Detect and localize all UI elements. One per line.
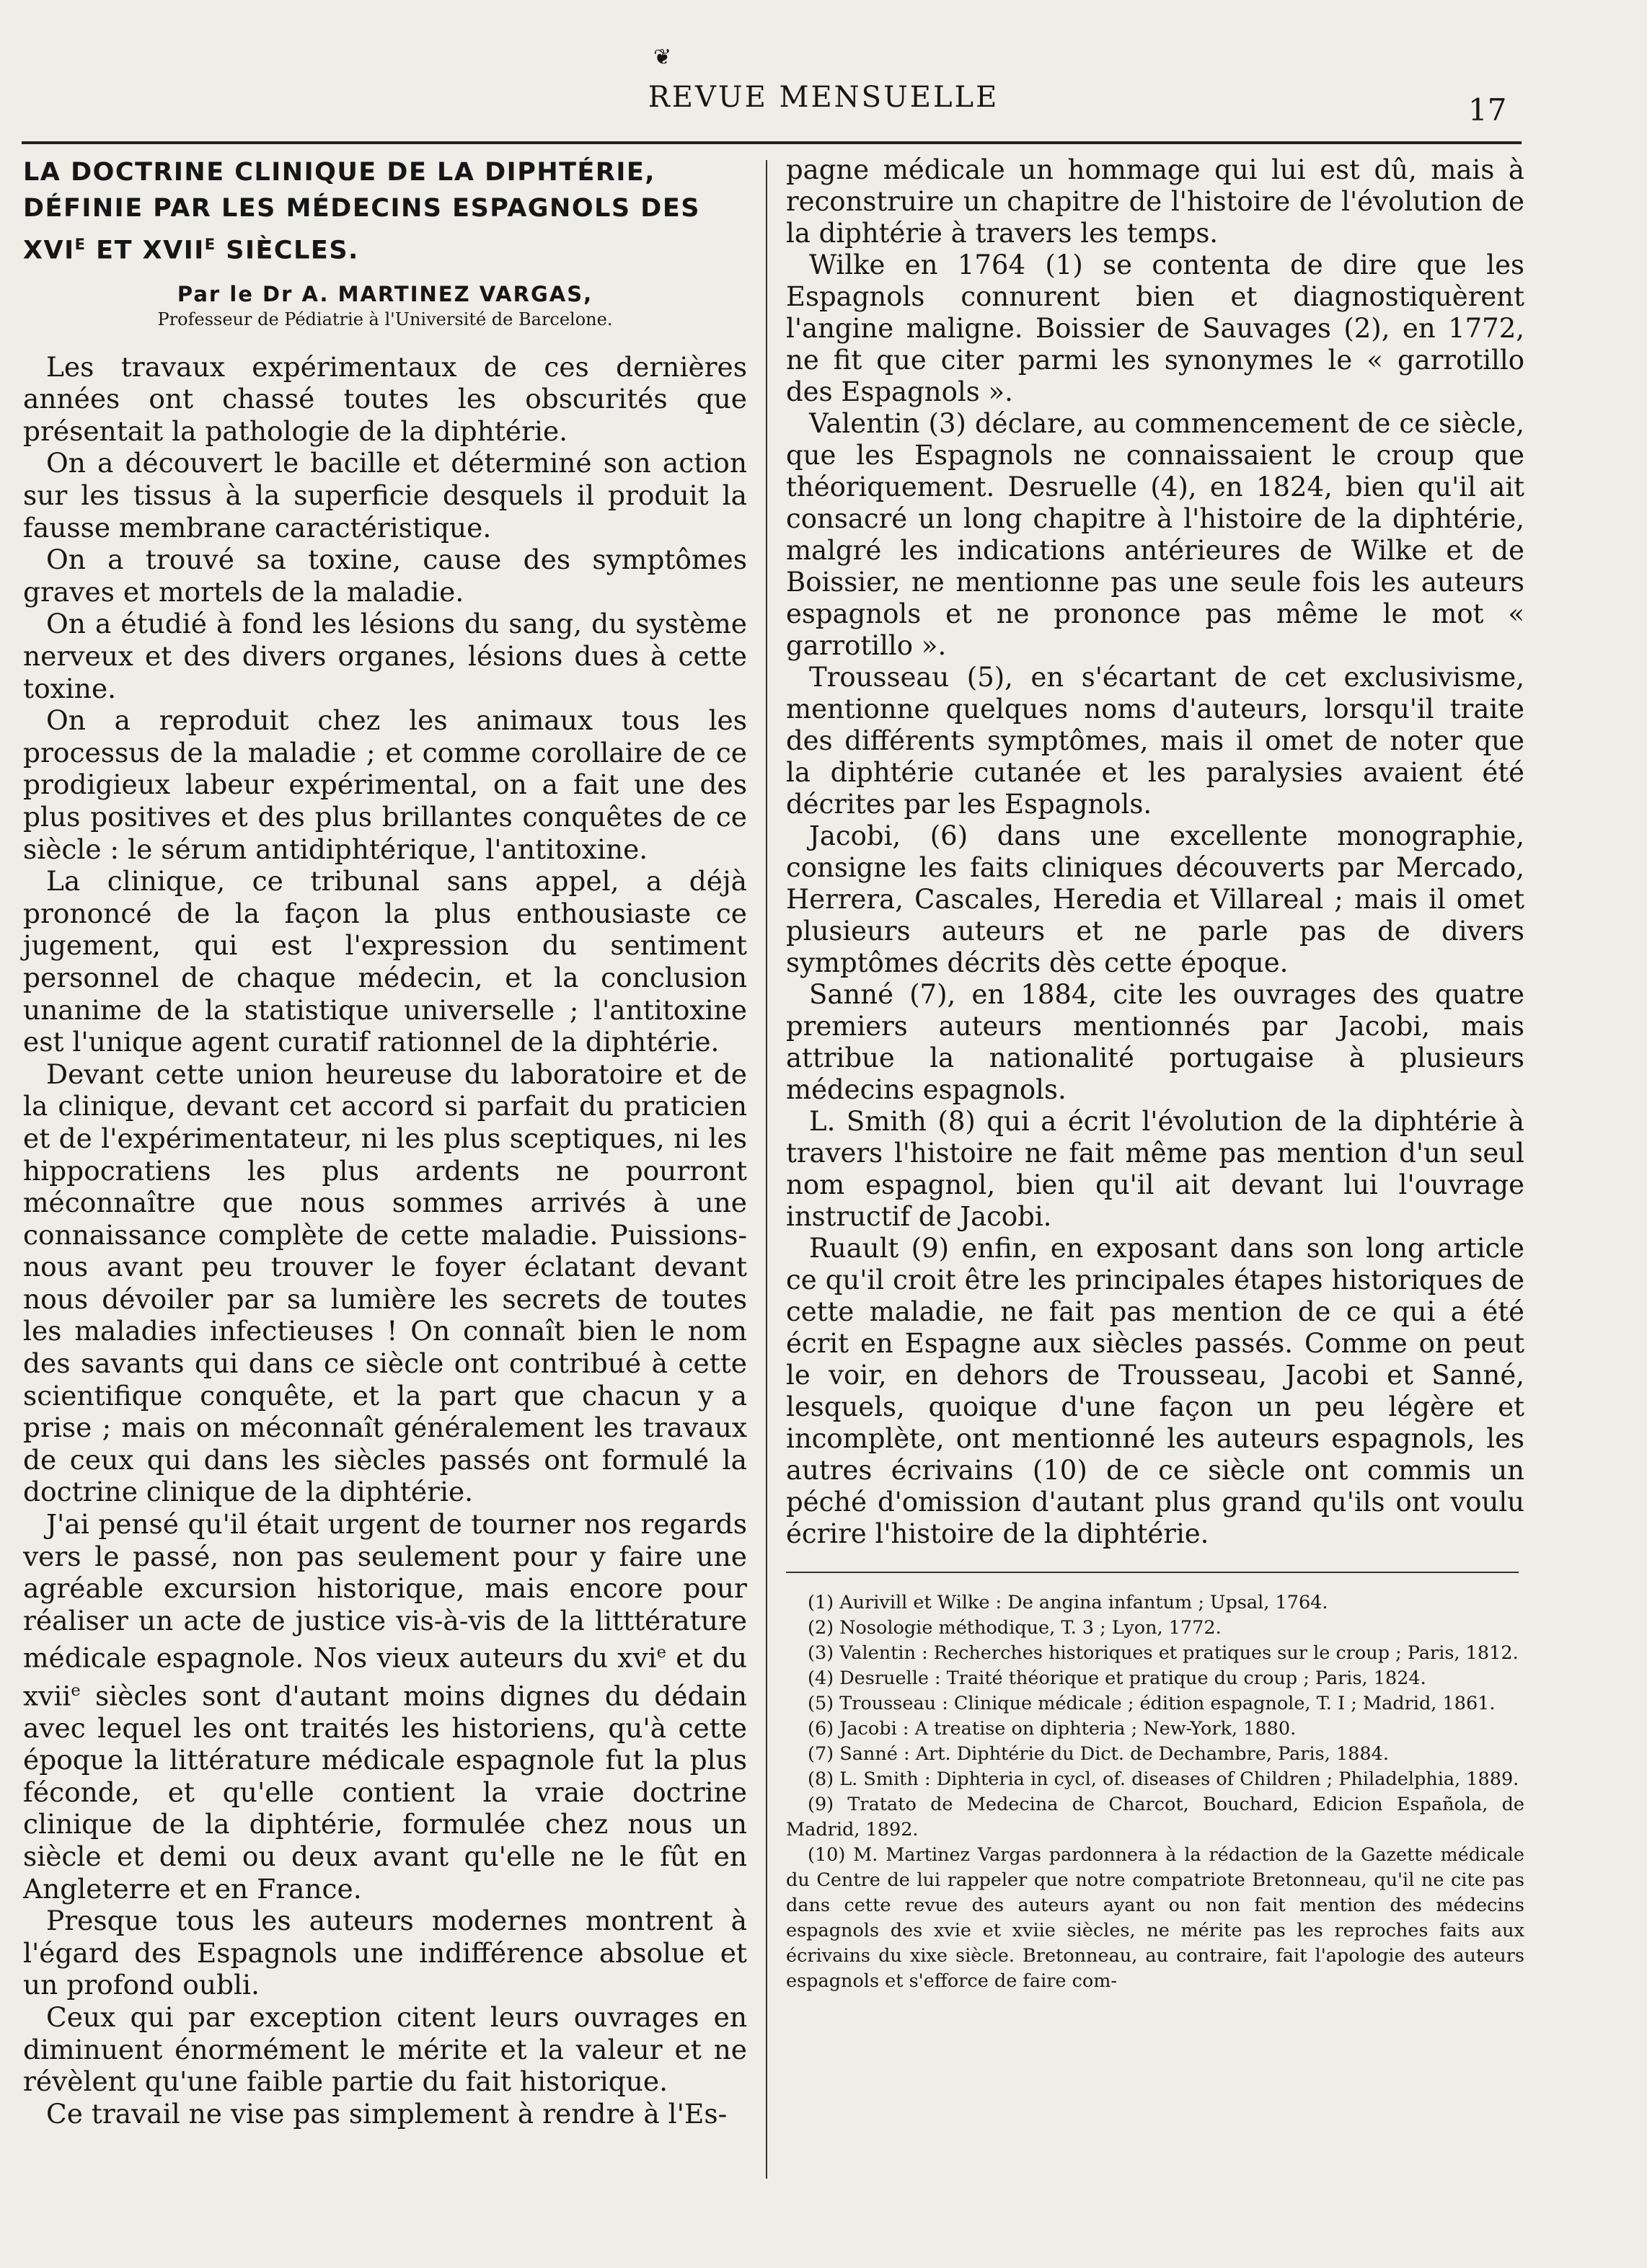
header-rule <box>22 141 1522 144</box>
paragraph: On a trouvé sa toxine, cause des symptômes graves et mortels de la maladie. <box>23 544 747 608</box>
paragraph: L. Smith (8) qui a écrit l'évolution de la diphtérie à travers l'histoire ne fait même pas mention d'un seul nom espagnol, bien qu'il ait devant lui l'ouvrage instructif de Jacobi. <box>786 1106 1524 1232</box>
footnote: (9) Tratato de Medecina de Charcot, Bouchard, Edicion Española, de Madrid, 1892. <box>786 1794 1524 1840</box>
title-line: LA DOCTRINE CLINIQUE DE LA DIPHTÉRIE, <box>23 158 656 187</box>
author-affiliation: Professeur de Pédiatrie à l'Université de Barcelone. <box>157 309 613 329</box>
footnote-rule <box>786 1572 1519 1573</box>
page-number: 17 <box>1468 92 1507 128</box>
paragraph: On a découvert le bacille et déterminé son action sur les tissus à la superficie desquels il produit la fausse membrane caractéristique. <box>23 447 747 544</box>
footnote: (5) Trousseau : Clinique médicale ; édition espagnole, T. I ; Madrid, 1861. <box>808 1693 1496 1714</box>
footnote: (3) Valentin : Recherches historiques et pratiques sur le croup ; Paris, 1812. <box>808 1642 1519 1664</box>
header-ornament: ❦ <box>653 45 672 70</box>
title-line: $XVI^E$ ET $XVII^E$ SIÈCLES. <box>23 236 359 265</box>
footnote: (6) Jacobi : A treatise on diphteria ; New-York, 1880. <box>808 1718 1297 1740</box>
footnote: (1) Aurivill et Wilke : De angina infantum ; Upsal, 1764. <box>808 1592 1328 1613</box>
title-line: DÉFINIE PAR LES MÉDECINS ESPAGNOLS DES <box>23 194 700 223</box>
author-byline: Par le Dr A. MARTINEZ VARGAS, <box>177 281 593 306</box>
paragraph: Sanné (7), en 1884, cite les ouvrages des quatre premiers auteurs mentionnés par Jacobi, mais attribue la nationalité portugaise à plusieurs médecins espagnols. <box>786 979 1524 1105</box>
paragraph: Devant cette union heureuse du laboratoire et de la clinique, devant cet accord si parfait du praticien et de l'expérimentateur, ni les plus sceptiques, ni les hippocratiens les plus ardents ne pourront méconnaître que nous sommes arrivés à une connaissance complète de cette maladie. Puissions-nous avant peu trouver le foyer éclatant devant nous dévoiler par sa lumière les secrets de toutes les maladies infectieuses ! On connaît bien le nom des savants qui dans ce siècle ont contribué à cette scientifique conquête, et la part que chacun y a prise ; mais on méconnaît généralement les travaux de ceux qui dans les siècles passés ont formulé la doctrine clinique de la diphtérie. <box>23 1058 747 1508</box>
running-title: REVUE MENSUELLE <box>648 81 999 114</box>
article-title <box>23 154 747 269</box>
paragraph: On a étudié à fond les lésions du sang, du système nerveux et des divers organes, lésions dues à cette toxine. <box>23 608 747 704</box>
right-column <box>786 154 1524 1994</box>
footnote: (2) Nosologie méthodique, T. 3 ; Lyon, 1772. <box>808 1617 1222 1639</box>
paragraph: Ruault (9) enfin, en exposant dans son long article ce qu'il croit être les principales étapes historiques de cette maladie, ne fait pas mention de ce qui a été écrit en Espagne aux siècles passés. Comme on peut le voir, en dehors de Trousseau, Jacobi et Sanné, lesquels, quoique d'une façon un peu légère et incomplète, ont mentionné les auteurs espagnols, les autres écrivains (10) de ce siècle ont commis un péché d'omission d'autant plus grand qu'ils ont voulu écrire l'histoire de la diphtérie. <box>786 1233 1524 1549</box>
paragraph: Ce travail ne vise pas simplement à rendre à l'Es- <box>46 2097 728 2130</box>
paragraph: On a reproduit chez les animaux tous les processus de la maladie ; et comme corollaire de ce prodigieux labeur expérimental, on a fait une des plus positives et des plus brillantes conquêtes de ce siècle : le sérum antidiphtérique, l'antitoxine. <box>23 704 747 865</box>
paragraph: Trousseau (5), en s'écartant de cet exclusivisme, mentionne quelques noms d'auteurs, lorsqu'il traite des différents symptômes, mais il omet de noter que la diphtérie cutanée et les paralysies avaient été décrites par les Espagnols. <box>786 662 1524 820</box>
paragraph: Presque tous les auteurs modernes montrent à l'égard des Espagnols une indifférence absolue et un profond oubli. <box>23 1905 747 2001</box>
footnote: (10) M. Martinez Vargas pardonnera à la rédaction de la Gazette médicale du Centre de lui rappeler que notre compatriote Bretonneau, qu'il ne cite pas dans cette revue des auteurs ayant ou non fait mention des médecins espagnols des xvie et xviie siècles, ne mérite pas les reproches faits aux écrivains du xixe siècle. Bretonneau, au contraire, fait l'apologie des auteurs espagnols et s'efforce de faire com- <box>786 1844 1524 1992</box>
paragraph: Valentin (3) déclare, au commencement de ce siècle, que les Espagnols ne connaissaient le croup que théoriquement. Desruelle (4), en 1824, bien qu'il ait consacré un long chapitre à l'histoire de la diphtérie, malgré les indications antérieures de Wilke et de Boissier, ne mentionne pas une seule fois les auteurs espagnols et ne prononce pas même le mot « garrotillo ». <box>786 408 1524 661</box>
footnote: (4) Desruelle : Traité théorique et pratique du croup ; Paris, 1824. <box>808 1667 1426 1689</box>
paragraph: Ceux qui par exception citent leurs ouvrages en diminuent énormément le mérite et la valeur et ne révèlent qu'une faible partie du fait historique. <box>23 2001 747 2098</box>
footnote: (8) L. Smith : Diphteria in cycl, of. diseases of Children ; Philadelphia, 1889. <box>808 1768 1519 1790</box>
left-column <box>23 154 747 2130</box>
paragraph: pagne médicale un hommage qui lui est dû, mais à reconstruire un chapitre de l'histoire de l'évolution de la diphtérie à travers les temps. <box>786 154 1524 249</box>
paragraph: La clinique, ce tribunal sans appel, a déjà prononcé de la façon la plus enthousiaste ce jugement, qui est l'expression du sentiment personnel de chaque médecin, et la conclusion unanime de la statistique universelle ; l'antitoxine est l'unique agent curatif rationnel de la diphtérie. <box>23 865 747 1058</box>
paragraph: Les travaux expérimentaux de ces dernières années ont chassé toutes les obscurités que présentait la pathologie de la diphtérie. <box>23 350 747 447</box>
footnote: (7) Sanné : Art. Diphtérie du Dict. de Dechambre, Paris, 1884. <box>808 1743 1389 1765</box>
paragraph: Jacobi, (6) dans une excellente monographie, consigne les faits cliniques découverts par Mercado, Herrera, Cascales, Heredia et Villareal ; mais il omet plusieurs auteurs et ne parle pas de divers symptômes décrits dès cette époque. <box>786 820 1524 978</box>
paragraph: J'ai pensé qu'il était urgent de tourner nos regards vers le passé, non pas seulement pour y faire une agréable excursion historique, mais encore pour réaliser un acte de justice vis-à-vis de la litttérature médicale espagnole. Nos vieux auteurs du xvi$^e$ et du xvii$^e$ siècles sont d'autant moins dignes du dédain avec lequel les ont traités les historiens, qu'à cette époque la littérature médicale espagnole fut la plus féconde, et qu'elle contient la vraie doctrine clinique de la diphtérie, formulée chez nous un siècle et demi ou deux avant qu'elle ne le fût en Angleterre et en France. <box>23 1508 747 1905</box>
column-divider <box>766 160 767 2179</box>
paragraph: Wilke en 1764 (1) se contenta de dire que les Espagnols connurent bien et diagnostiquèrent l'angine maligne. Boissier de Sauvages (2), en 1772, ne fit que citer parmi les synonymes le « garrotillo des Espagnols ». <box>786 249 1524 407</box>
